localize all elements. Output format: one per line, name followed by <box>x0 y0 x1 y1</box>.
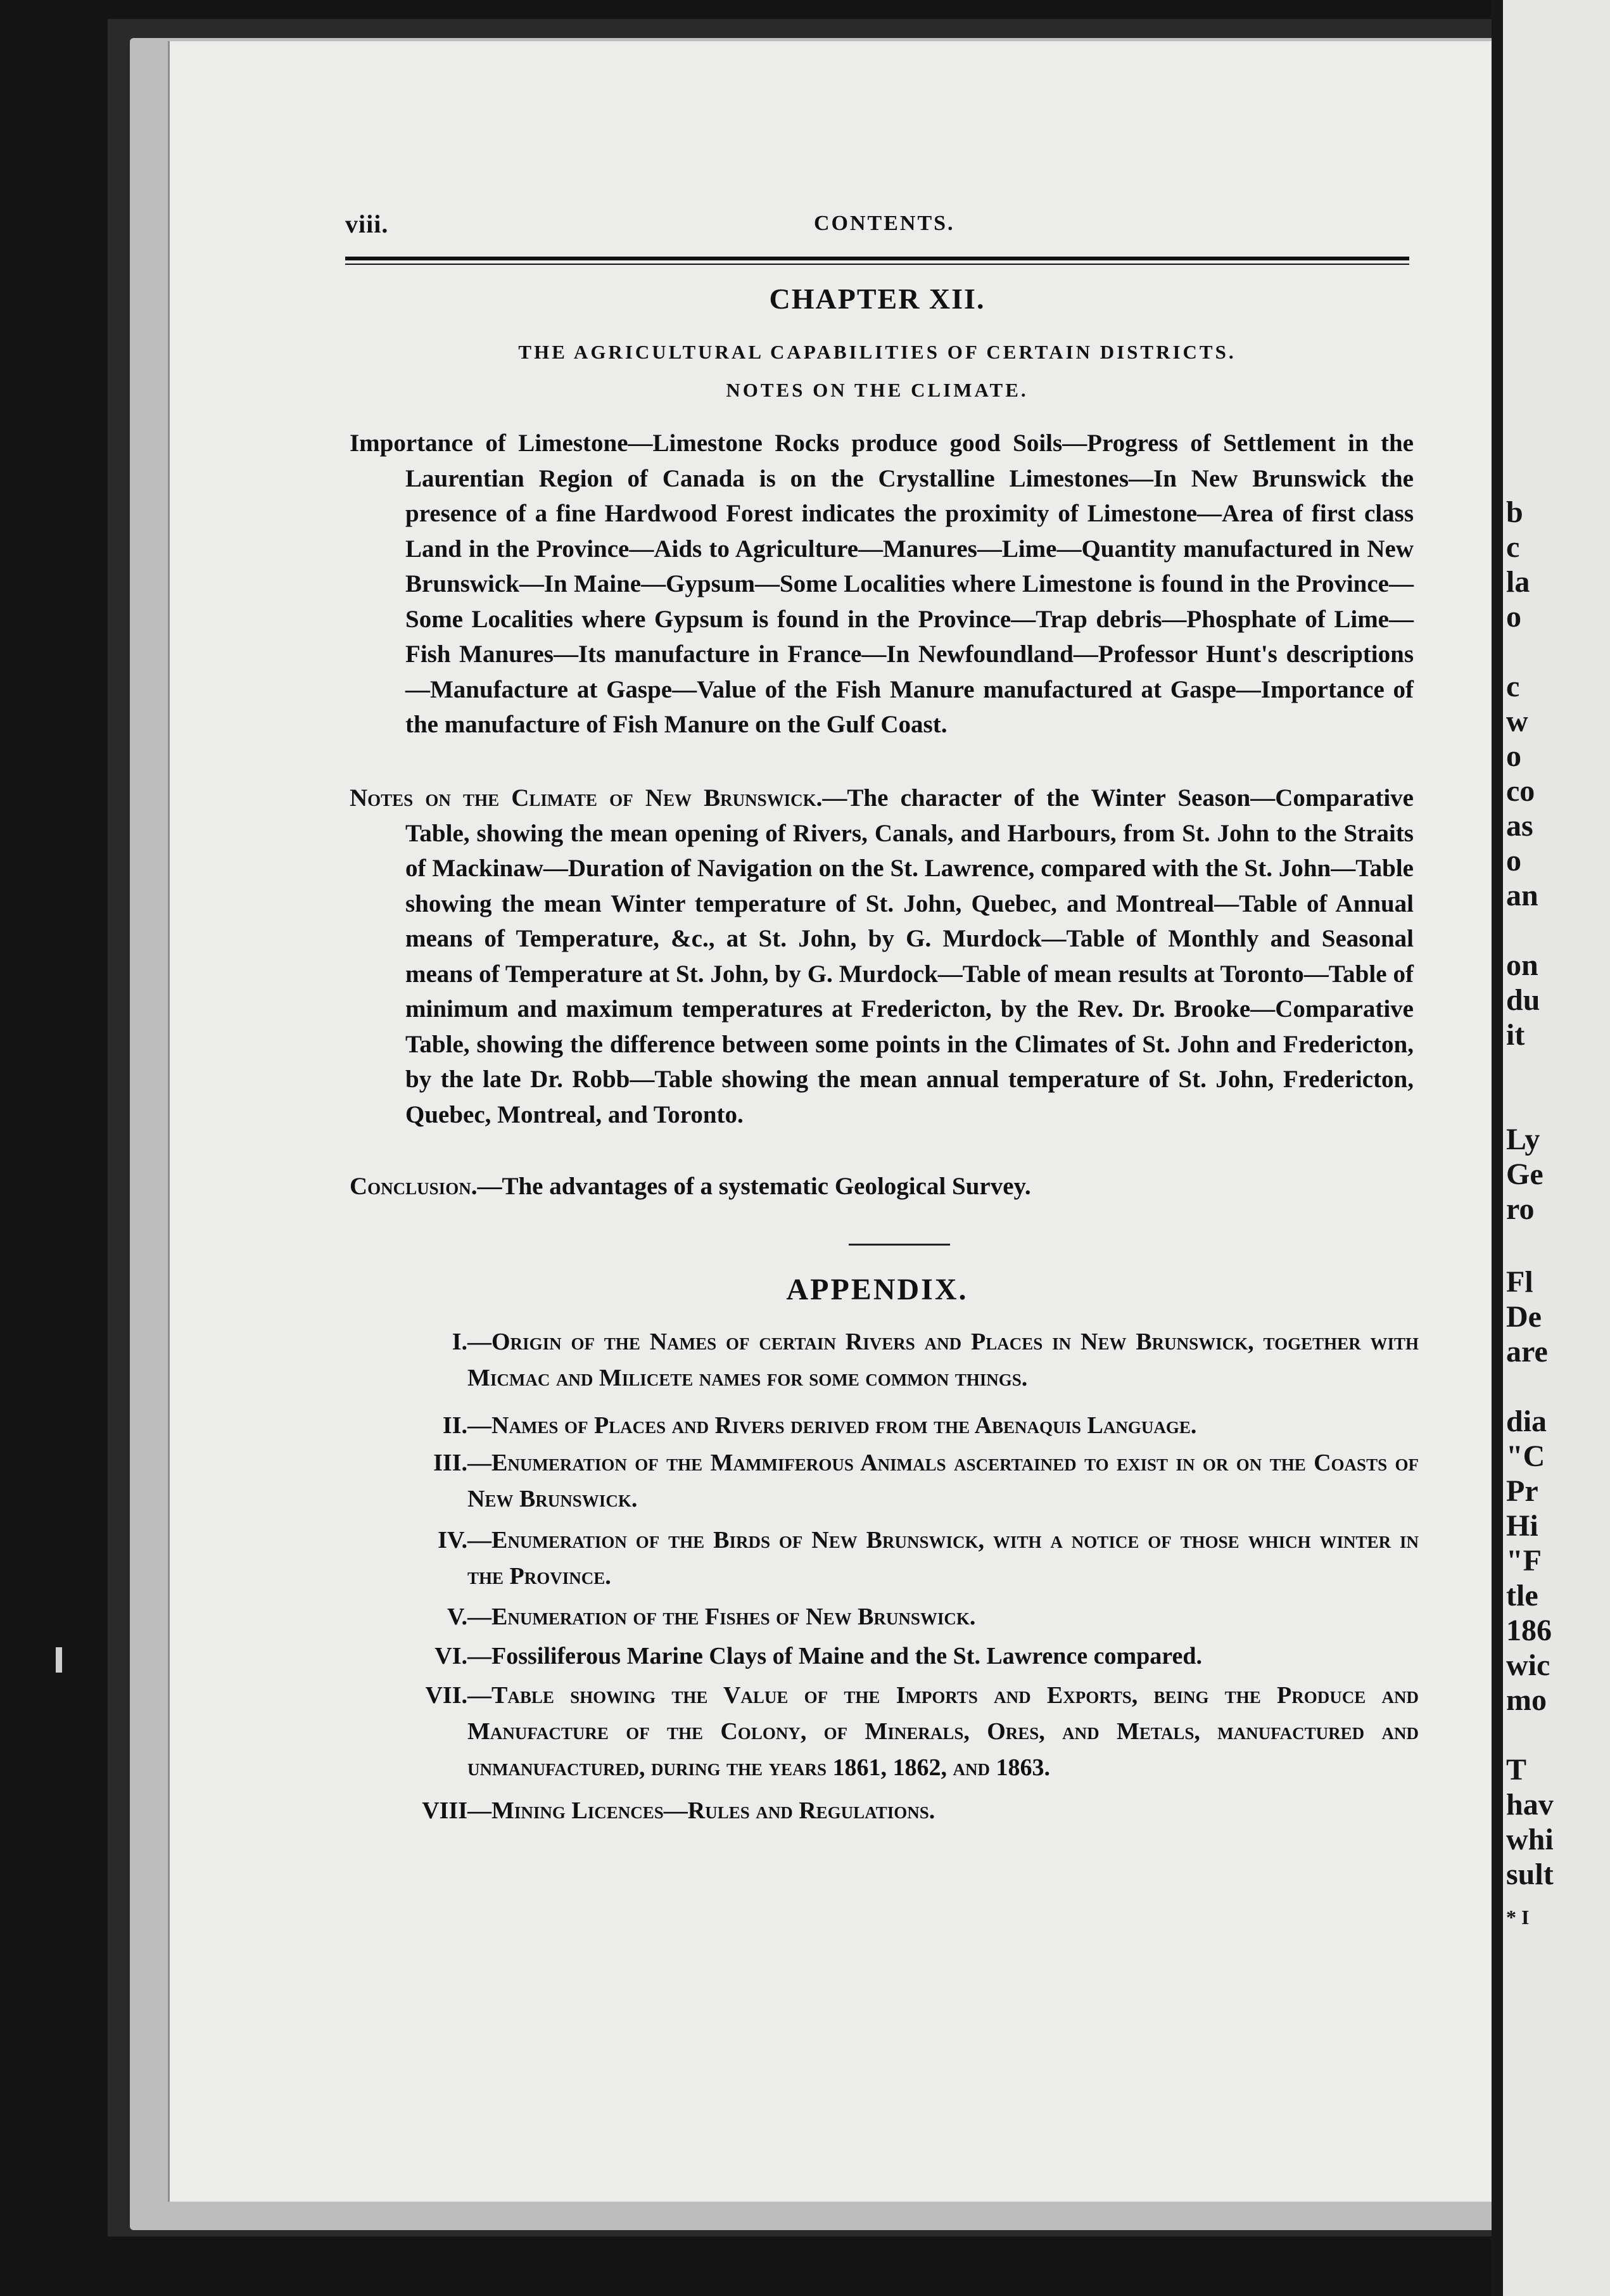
facing-page-fragment: "F <box>1506 1544 1542 1578</box>
appendix-item-text: —Table showing the Value of the Imports and Exports, being the Produce and Manufacture of the Colony, of Minerals, Ores, and Metals, manufactured and unmanufactured, during the years 1861, 1862, and 1863. <box>467 1682 1419 1781</box>
header-rule-thin <box>345 264 1409 265</box>
facing-page-fragment: o <box>1506 739 1521 773</box>
facing-page-fragment: * I <box>1506 1906 1530 1929</box>
appendix-item-text: —Origin of the Names of certain Rivers and Places in New Brunswick, together with Micmac and Milicete names for some common things. <box>467 1329 1419 1391</box>
appendix-item-text: —Fossiliferous Marine Clays of Maine and the St. Lawrence compared. <box>467 1643 1202 1669</box>
paragraph-body: —The advantages of a systematic Geological Survey. <box>477 1173 1031 1200</box>
facing-page-fragment: la <box>1506 565 1530 599</box>
appendix-item <box>422 1793 1419 1829</box>
chapter-title: CHAPTER XII. <box>769 283 986 315</box>
facing-page-fragment: "C <box>1506 1439 1545 1473</box>
facing-page-fragment: T <box>1506 1753 1527 1787</box>
facing-page-fragment: Hi <box>1506 1509 1538 1543</box>
facing-page-fragment: dia <box>1506 1405 1547 1438</box>
facing-page-fragment: co <box>1506 774 1535 808</box>
facing-page-fragment: on <box>1506 948 1538 982</box>
paragraph-body: —The character of the Winter Season—Comparative Table, showing the mean opening of Rivers, Canals, and Harbours, from St. John to the Straits of Mackinaw—Duration of Navigation on the St. Lawrence, compared with the St. John—Table showing the mean Winter temperature of St. John, Quebec, and Montreal—Table of Annual means of Temperature, &c., at St. John, by G. Murdock—Table of Monthly and Seasonal means of Temperature at St. John, by G. Murdock—Table of mean results at Toronto—Table of minimum and maximum temperatures at Fredericton, by the Rev. Dr. Brooke—Comparative Table, showing the difference between some points in the Climates of St. John and Fredericton, by the late Dr. Robb—Table showing the mean annual temperature of St. John, Fredericton, Quebec, Montreal, and Toronto. <box>405 784 1414 1128</box>
facing-page-fragment: mo <box>1506 1683 1547 1717</box>
appendix-item-text: —Names of Places and Rivers derived from the Abenaquis Language. <box>467 1412 1197 1439</box>
appendix-item <box>438 1522 1419 1595</box>
facing-page-fragment: as <box>1506 809 1533 843</box>
section-divider <box>849 1244 950 1246</box>
facing-page-fragment: an <box>1506 879 1538 912</box>
facing-page-fragment: Fl <box>1506 1265 1533 1299</box>
appendix-item-number: III. <box>433 1450 467 1476</box>
binding-gutter <box>1492 0 1503 2296</box>
appendix-item <box>425 1678 1419 1786</box>
facing-page-fragment: Pr <box>1506 1474 1538 1508</box>
appendix-item-number: V. <box>447 1604 467 1630</box>
scan-artifact <box>56 1647 62 1673</box>
appendix-item <box>447 1599 1419 1635</box>
facing-page-fragment: du <box>1506 983 1540 1017</box>
facing-page-fragment: whi <box>1506 1823 1554 1856</box>
facing-page-fragment: sult <box>1506 1858 1554 1891</box>
appendix-item <box>434 1638 1419 1674</box>
facing-page-fragment: c <box>1506 670 1520 703</box>
appendix-title: APPENDIX. <box>786 1273 968 1306</box>
facing-page-fragment: c <box>1506 530 1520 564</box>
appendix-item-number: I. <box>452 1329 467 1355</box>
appendix-item-number: VII. <box>425 1682 467 1709</box>
facing-page-fragment: tle <box>1506 1579 1538 1612</box>
contents-paragraph-climate <box>350 781 1414 1132</box>
facing-page-fragment: 186 <box>1506 1614 1552 1647</box>
facing-page-fragment: w <box>1506 705 1528 738</box>
header-rule <box>345 257 1409 260</box>
appendix-item-text: —Enumeration of the Mammiferous Animals ascertained to exist in or on the Coasts of New Brunswick. <box>467 1450 1419 1512</box>
facing-page-fragment: wic <box>1506 1649 1550 1682</box>
appendix-item <box>442 1408 1419 1444</box>
appendix-item-number: IV. <box>438 1527 467 1553</box>
appendix-item-number: II. <box>442 1412 467 1439</box>
chapter-subtitle: THE AGRICULTURAL CAPABILITIES OF CERTAIN DISTRICTS. <box>518 341 1236 363</box>
facing-page-fragment: Ge <box>1506 1158 1543 1191</box>
facing-page-fragment: o <box>1506 844 1521 877</box>
appendix-item-number: VIII <box>422 1797 467 1824</box>
facing-page-fragment: it <box>1506 1018 1525 1052</box>
appendix-item <box>452 1324 1419 1396</box>
facing-page-fragment: De <box>1506 1300 1542 1334</box>
appendix-item-text: —Mining Licences—Rules and Regulations. <box>467 1797 935 1824</box>
contents-paragraph-conclusion <box>350 1169 1414 1204</box>
appendix-item <box>433 1445 1419 1517</box>
paragraph-lead: Notes on the Climate of New Brunswick. <box>350 784 823 812</box>
running-title: CONTENTS. <box>814 212 955 235</box>
facing-page-fragment: Ly <box>1506 1123 1540 1156</box>
appendix-item-text: —Enumeration of the Birds of New Brunswick, with a notice of those which winter in the Province. <box>467 1527 1419 1590</box>
facing-page-fragment: o <box>1506 600 1521 634</box>
page-number: viii. <box>345 210 389 238</box>
facing-page-fragment: ro <box>1506 1192 1535 1226</box>
paragraph-lead: Conclusion. <box>350 1173 478 1200</box>
appendix-item-number: VI. <box>434 1643 467 1669</box>
running-head <box>345 209 1409 247</box>
facing-page-fragment: hav <box>1506 1788 1554 1821</box>
facing-page-fragment: are <box>1506 1335 1548 1368</box>
facing-page-fragment: b <box>1506 495 1523 529</box>
chapter-subtitle-2: NOTES ON THE CLIMATE. <box>726 379 1029 401</box>
contents-paragraph-limestone: Importance of Limestone—Limestone Rocks produce good Soils—Progress of Settlement in the Laurentian Region of Canada is on the Crystalline Limestones—In New Brunswick the presence of a fine Hardwood Forest indicates the proximity of Limestone—Area of first class Land in the Province—Aids to Agriculture—Manures—Lime—Quantity manufactured in New Brunswick—In Maine—Gypsum—Some Localities where Limestone is found in the Province—Some Localities where Gypsum is found in the Province—Trap debris—Phosphate of Lime—Fish Manures—Its manufacture in France—In Newfoundland—Professor Hunt's descriptions—Manufacture at Gaspe—Value of the Fish Manure manufactured at Gaspe—Importance of the manufacture of Fish Manure on the Gulf Coast. <box>350 430 1414 738</box>
appendix-item-text: —Enumeration of the Fishes of New Brunswick. <box>467 1604 976 1630</box>
